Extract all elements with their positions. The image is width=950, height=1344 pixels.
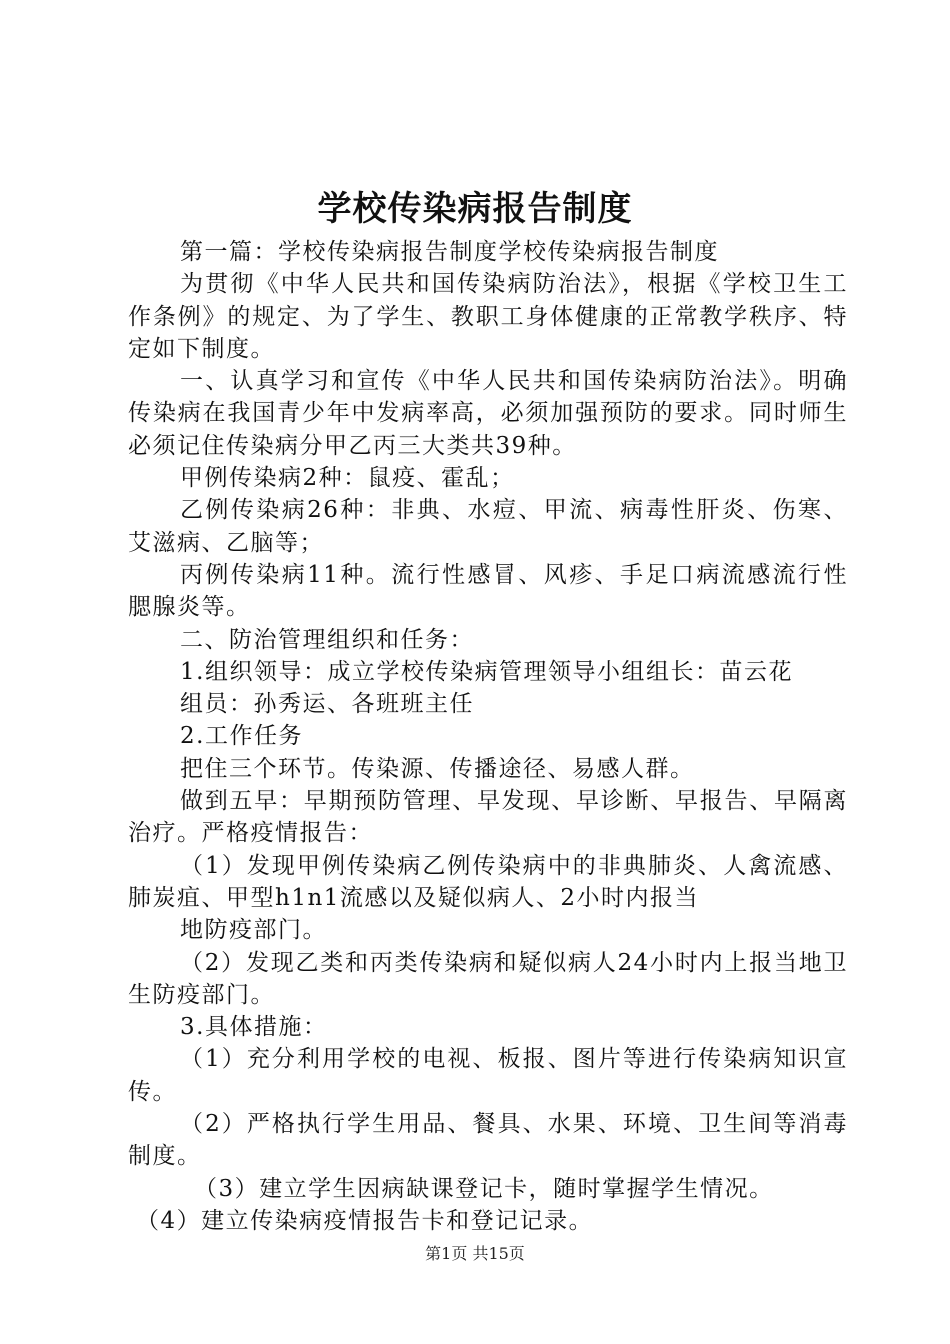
paragraph-chapter-heading: 第一篇：学校传染病报告制度学校传染病报告制度 bbox=[180, 239, 719, 265]
document-body bbox=[128, 236, 848, 1237]
page-title: 学校传染病报告制度 bbox=[317, 189, 633, 229]
page-footer: 第1页 共15页 bbox=[425, 1244, 525, 1263]
paragraph-members: 组员：孙秀运、各班班主任 bbox=[180, 691, 474, 718]
paragraph-three-links: 把住三个环节。传染源、传播途径、易感人群。 bbox=[180, 755, 695, 782]
paragraph-measure-3: （3）建立学生因病缺课登记卡，随时掌握学生情况。 bbox=[194, 1175, 774, 1202]
paragraph-section-one: 一、认真学习和宣传《中华人民共和国传染病防治法》。明确传染病在我国青少年中发病率高，必须加强预防的要求。同时师生必须记住传染病分甲乙丙三大类共39种。 bbox=[128, 368, 848, 459]
paragraph-class-a: 甲例传染病2种：鼠疫、霍乱； bbox=[180, 465, 515, 492]
paragraph-intro: 为贯彻《中华人民共和国传染病防治法》，根据《学校卫生工作条例》的规定、为了学生、教职工身体健康的正常教学秩序、特定如下制度。 bbox=[128, 271, 848, 362]
paragraph-section-two: 二、防治管理组织和任务： bbox=[180, 626, 474, 653]
paragraph-report-1-continued: 地防疫部门。 bbox=[180, 917, 327, 944]
paragraph-class-c: 丙例传染病11种。流行性感冒、风疹、手足口病流感流行性腮腺炎等。 bbox=[128, 561, 848, 621]
paragraph-measure-1: （1）充分利用学校的电视、板报、图片等进行传染病知识宣传。 bbox=[128, 1046, 848, 1105]
paragraph-report-2: （2）发现乙类和丙类传染病和疑似病人24小时内上报当地卫生防疫部门。 bbox=[128, 949, 848, 1008]
paragraph-report-1: （1）发现甲例传染病乙例传染病中的非典肺炎、人禽流感、肺炭疽、甲型h1n1流感以及疑似病人、2小时内报当 bbox=[128, 852, 848, 911]
paragraph-class-b: 乙例传染病26种：非典、水痘、甲流、病毒性肝炎、伤寒、艾滋病、乙脑等； bbox=[128, 497, 848, 556]
paragraph-measure-2: （2）严格执行学生用品、餐具、水果、环境、卫生间等消毒制度。 bbox=[128, 1111, 848, 1170]
paragraph-tasks-heading: 2.工作任务 bbox=[180, 723, 303, 750]
paragraph-measures-heading: 3.具体措施： bbox=[180, 1014, 328, 1041]
paragraph-leadership: 1.组织领导：成立学校传染病管理领导小组组长：苗云花 bbox=[180, 658, 793, 685]
paragraph-five-early: 做到五早：早期预防管理、早发现、早诊断、早报告、早隔离治疗。严格疫情报告： bbox=[128, 788, 848, 847]
paragraph-measure-4: （4）建立传染病疫情报告卡和登记记录。 bbox=[136, 1207, 594, 1234]
